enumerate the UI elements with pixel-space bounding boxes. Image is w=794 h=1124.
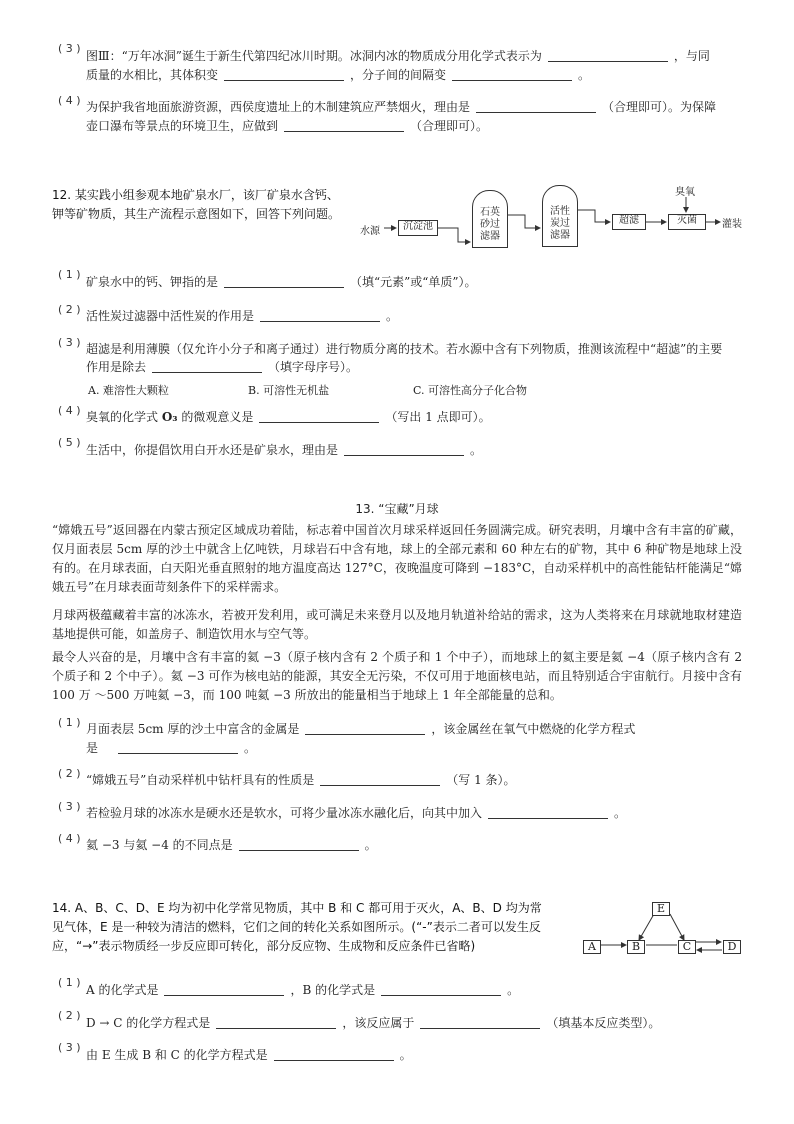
- q14-sub2-number: ( 2 ): [58, 1009, 81, 1022]
- q14-sub3-number: ( 3 ): [58, 1041, 81, 1054]
- q13-sub1-line1: 月面表层 5cm 厚的沙土中富含的金属是 ，该金属丝在氧气中燃烧的化学方程式: [86, 722, 636, 736]
- q13-sub4-line: 氦 −3 与氦 −4 的不同点是 。: [86, 838, 377, 852]
- flow-carbon-filter: 活性炭过滤器: [542, 185, 578, 247]
- answer-blank[interactable]: [216, 1016, 336, 1029]
- q14-sub3-line: 由 E 生成 B 和 C 的化学方程式是 。: [86, 1048, 412, 1062]
- q12-option-c: C. 可溶性高分子化合物: [413, 384, 528, 397]
- q12-sub2-number: ( 2 ): [58, 303, 81, 316]
- flow-quartz-filter: 石英砂过滤器: [472, 190, 508, 248]
- ozone-formula: O₃: [161, 410, 178, 424]
- q12-option-b: B. 可溶性无机盐: [248, 384, 330, 397]
- flow-water-source: 水源: [360, 226, 380, 237]
- q12-option-a: A. 难溶性大颗粒: [88, 384, 169, 397]
- q12-sub5-line: 生活中，你提倡饮用白开水还是矿泉水，理由是 。: [86, 443, 483, 457]
- q11-sub3-line2: 质量的水相比，其体积变 ，分子间的间隔变 。: [86, 68, 591, 82]
- q12-sub3-line1: 超滤是利用薄膜（仅允许小分子和离子通过）进行物质分离的技术。若水源中含有下列物质，推测该流程中“超滤”的主要: [86, 342, 723, 356]
- q14-title-line2: 见气体，E 是一种较为清洁的燃料，它们之间的转化关系如图所示。(“-”表示二者可以发生反: [52, 920, 541, 934]
- q12-sub4-line: 臭氧的化学式 O₃ 的微观意义是 （写出 1 点即可）。: [86, 410, 491, 424]
- q12-sub3-line2: 作用是除去 （填字母序号）。: [86, 360, 359, 374]
- flow-filling: 灌装: [722, 219, 742, 230]
- q13-sub1-line2: 是 。: [86, 741, 257, 755]
- answer-blank[interactable]: [274, 1048, 394, 1061]
- q14-title-line3: 应，“→”表示物质经一步反应即可转化，部分反应物、生成物和反应条件已省略): [52, 939, 476, 953]
- q11-sub4-line1: 为保护我省地面旅游资源，西侯度遗址上的木制建筑应严禁烟火，理由是 （合理即可）。为保障: [86, 100, 717, 114]
- q11-sub3-line1: 图Ⅲ：“万年冰洞”诞生于新生代第四纪冰川时期。冰洞内冰的物质成分用化学式表示为 ，与同: [86, 49, 710, 63]
- answer-blank[interactable]: [381, 983, 501, 996]
- q13-sub3-number: ( 3 ): [58, 800, 81, 813]
- q13-paragraph-1: “嫦娥五号”返回器在内蒙古预定区域成功着陆，标志着中国首次月球采样返回任务圆满完成。研究表明，月壤中含有丰富的矿藏，仅月面表层 5cm 厚的沙土中就含上亿吨铁，月球岩石中含有地，球上的全部元素和 60 种左右的矿物，其中 6 种矿物是地球上没有的。在月球表面，白天阳光垂直照射的地方温度高达 127°C，夜晚温度可降到 −183°C，自动采样机中的高性能钻杆能满足“嫦娥五号”在月球表面苛刻条件下的采样需求。: [52, 523, 742, 594]
- flow-ultrafiltration: 超滤: [612, 214, 646, 230]
- q13-sub4-number: ( 4 ): [58, 832, 81, 845]
- q14-sub1-number: ( 1 ): [58, 976, 81, 989]
- q11-sub4-number: ( 4 ): [58, 94, 81, 107]
- q13-sub1-number: ( 1 ): [58, 716, 81, 729]
- q13-paragraph-2: 月球两极蕴藏着丰富的冰冻水，若被开发利用，或可满足未来登月以及地月轨道补给站的需求，这为人类将来在月球就地取材建造基地提供可能，如盖房子、制造饮用水与空气等。: [52, 608, 742, 641]
- q13-sub3-line: 若检验月球的冰冻水是硬水还是软水，可将少量冰冻水融化后，向其中加入 。: [86, 806, 627, 820]
- q13-sub2-line: “嫦娥五号”自动采样机中钻杆具有的性质是 （写 1 条）。: [86, 773, 516, 787]
- node-a: A: [583, 940, 601, 954]
- q11-sub4-line2: 壶口瀑布等景点的环境卫生，应做到 （合理即可）。: [86, 119, 489, 133]
- q12-sub4-number: ( 4 ): [58, 404, 81, 417]
- flow-settling-tank: 沉淀池: [398, 220, 438, 236]
- node-e: E: [652, 902, 670, 916]
- q13-title: 13. “宝藏”月球: [355, 502, 439, 516]
- q14-sub1-line: A 的化学式是 ，B 的化学式是 。: [86, 983, 520, 997]
- node-d: D: [723, 940, 741, 954]
- q12-title-line1: 12. 某实践小组参观本地矿泉水厂，该厂矿泉水含钙、: [52, 188, 339, 202]
- q14-sub2-line: D → C 的化学方程式是 ，该反应属于 （填基本反应类型）。: [86, 1016, 661, 1030]
- q12-sub2-line: 活性炭过滤器中活性炭的作用是 。: [86, 309, 399, 323]
- q12-sub1-line: 矿泉水中的钙、钾指的是 （填“元素”或“单质”）。: [86, 275, 477, 289]
- q14-title-line1: 14. A、B、C、D、E 均为初中化学常见物质，其中 B 和 C 都可用于灭火，A、B、D 均为常: [52, 901, 542, 915]
- answer-blank[interactable]: [164, 983, 284, 996]
- flow-sterilize: 灭菌: [668, 214, 706, 230]
- answer-blank[interactable]: [420, 1016, 540, 1029]
- q12-sub5-number: ( 5 ): [58, 436, 81, 449]
- q11-sub3-number: ( 3 ): [58, 42, 81, 55]
- q12-sub3-number: ( 3 ): [58, 336, 81, 349]
- node-c: C: [678, 940, 696, 954]
- q12-title-line2: 钾等矿物质，其生产流程示意图如下，回答下列问题。: [52, 207, 341, 221]
- q12-sub1-number: ( 1 ): [58, 268, 81, 281]
- q13-sub2-number: ( 2 ): [58, 767, 81, 780]
- node-b: B: [627, 940, 645, 954]
- flow-ozone-label: 臭氧: [675, 187, 695, 198]
- q13-paragraph-3: 最令人兴奋的是，月壤中含有丰富的氦 −3（原子核内含有 2 个质子和 1 个中子），而地球上的氦主要是氦 −4（原子核内含有 2 个质子和 2 个中子）。氦 −3 可作为核电站的能源，其安全无污染，不仅可用于地面核电站，而且特别适合宇宙航行。月接中含有 100 万 ～500 万吨氦 −3，而 100 吨氦 −3 所放出的能量相当于地球上 1 年全部能量的总和。: [52, 650, 742, 702]
